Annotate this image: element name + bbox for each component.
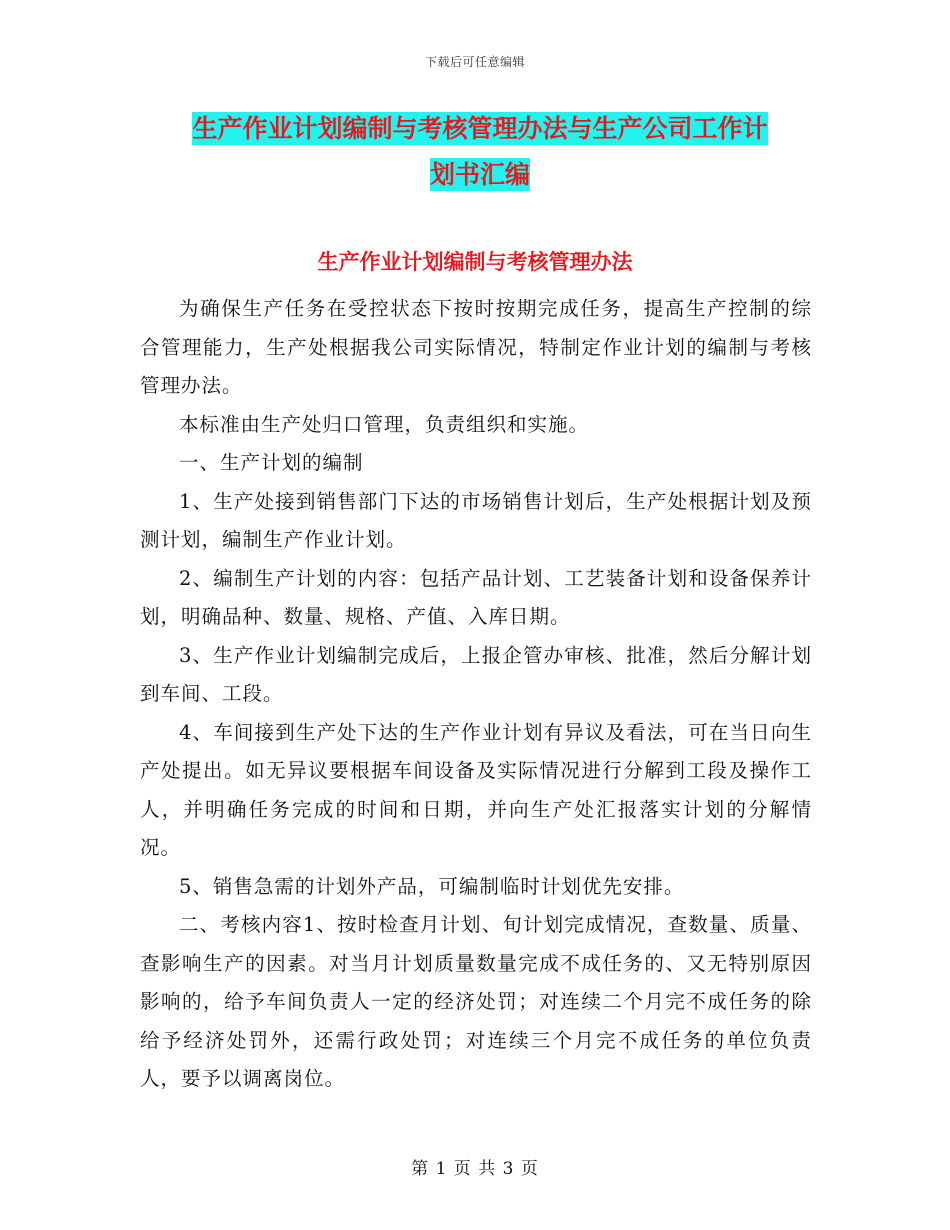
- paragraph: 本标准由生产处归口管理，负责组织和实施。: [179, 412, 590, 436]
- paragraph: 二、考核内容1、按时检查月计划、旬计划完成情况，查数量、质量、查影响生产的因素。对当月计划质量数量完成不成任务的、又无特别原因影响的，给予车间负责人一定的经济处罚；对连续二个月完不成任务的除给予经济处罚外，还需行政处罚；对连续三个月完不成任务的单位负责人，要予以调离岗位。: [140, 913, 812, 1090]
- paragraph: 5、销售急需的计划外产品，可编制临时计划优先安排。: [179, 874, 685, 898]
- section-title: 生产作业计划编制与考核管理办法: [317, 250, 633, 274]
- paragraph: 为确保生产任务在受控状态下按时按期完成任务，提高生产控制的综合管理能力，生产处根据我公司实际情况，特制定作业计划的编制与考核管理办法。: [140, 297, 812, 397]
- document-title: [140, 106, 820, 198]
- page-number-footer: 第 1 页 共 3 页: [411, 1159, 539, 1179]
- paragraph: 4、车间接到生产处下达的生产作业计划有异议及看法，可在当日向生产处提出。如无异议要根据车间设备及实际情况进行分解到工段及操作工人，并明确任务完成的时间和日期，并向生产处汇报落实计划的分解情况。: [140, 720, 812, 859]
- paragraph: 3、生产作业计划编制完成后，上报企管办审核、批准，然后分解计划到车间、工段。: [140, 643, 812, 705]
- document-body: [140, 290, 812, 1099]
- document-title-line-1: 生产作业计划编制与考核管理办法与生产公司工作计: [192, 114, 768, 143]
- document-title-line-2: 划书汇编: [429, 160, 530, 189]
- paragraph: 1、生产处接到销售部门下达的市场销售计划后，生产处根据计划及预测计划，编制生产作业计划。: [140, 489, 812, 551]
- paragraph: 一、生产计划的编制: [179, 451, 364, 474]
- header-note: 下载后可任意编辑: [424, 55, 525, 69]
- paragraph: 2、编制生产计划的内容：包括产品计划、工艺装备计划和设备保养计划，明确品种、数量、规格、产值、入库日期。: [140, 566, 812, 628]
